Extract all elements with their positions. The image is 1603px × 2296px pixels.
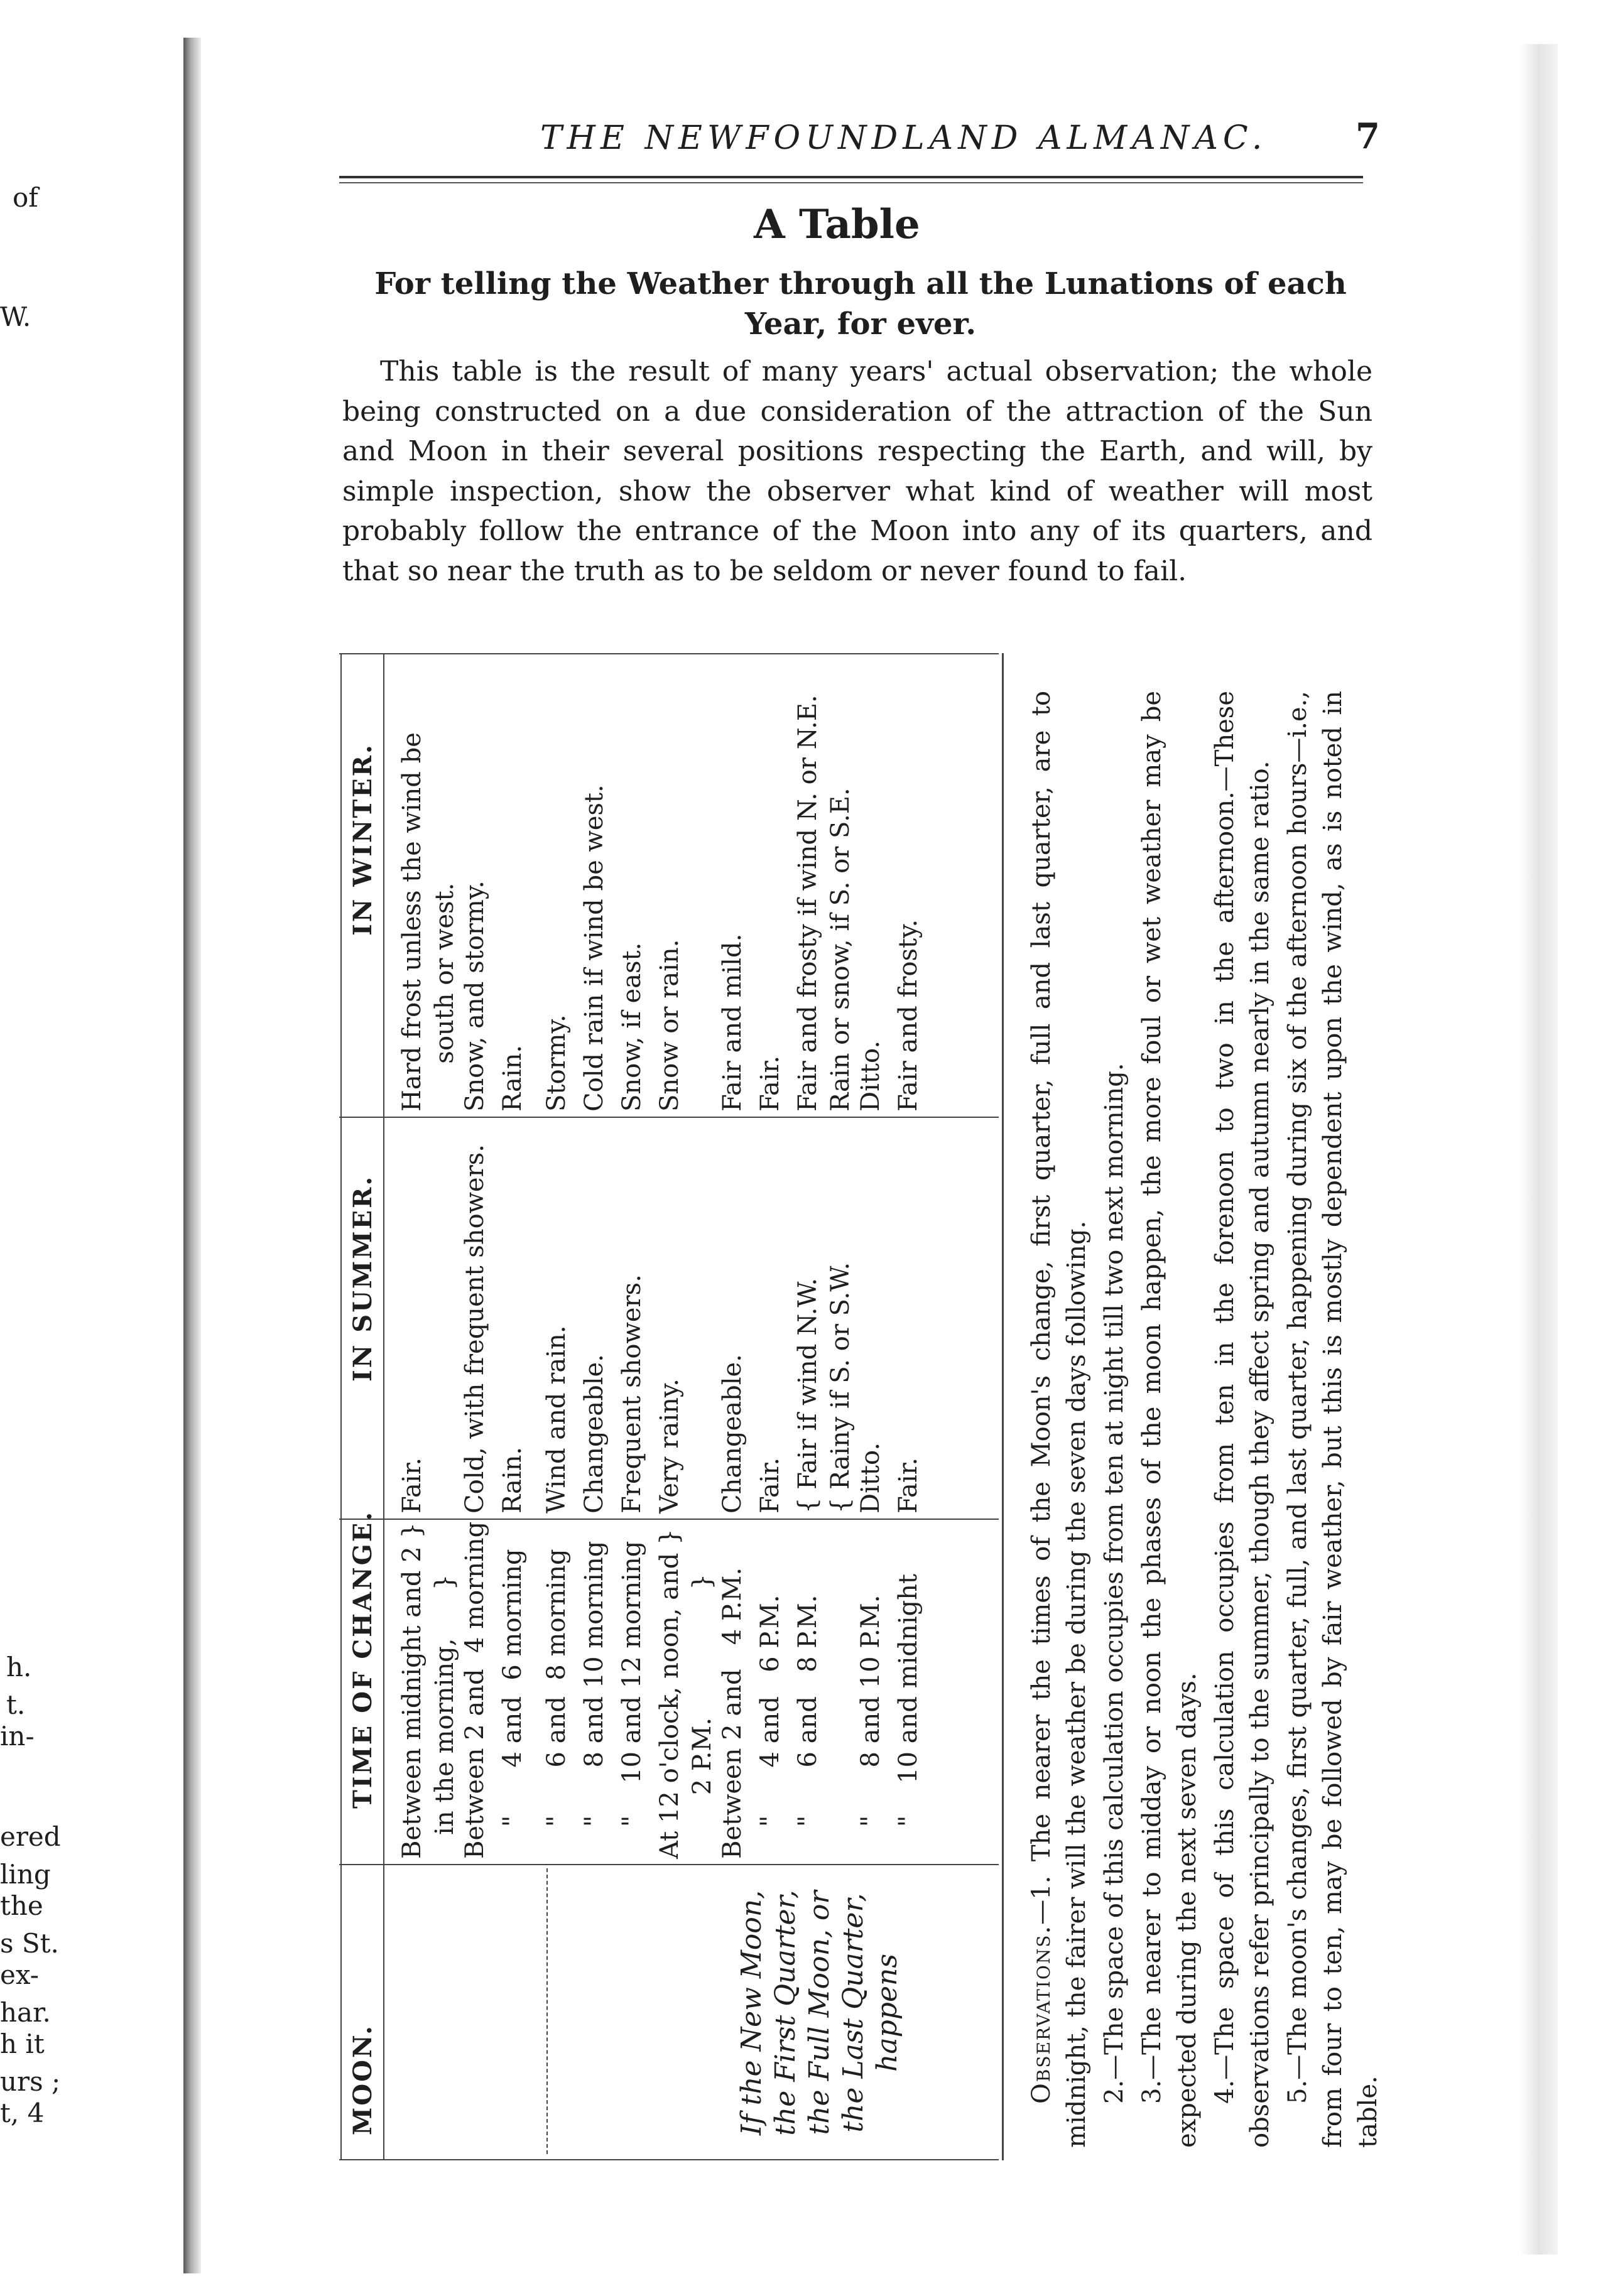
- observation-item: [1134, 691, 1205, 2148]
- table-cell-time: " 8 and 10 P.M.: [856, 1595, 885, 1859]
- table-cell-time: " 4 and 6 morning: [498, 1549, 527, 1859]
- left-page-fragment: ling: [0, 1859, 51, 1890]
- table-cell-summer: Frequent showers.: [617, 1274, 646, 1514]
- table-cell-winter: Fair and frosty if wind N. or N.E. Rain or snow, if S. or S.E.: [793, 695, 855, 1112]
- left-page-fragment: in-: [0, 1721, 35, 1752]
- page-edge: [1520, 44, 1558, 2255]
- table-cell-summer: Wind and rain.: [542, 1325, 571, 1514]
- table-cell-winter: Snow, if east.: [617, 942, 646, 1112]
- table-cell-time: Between midnight and 2 } in the morning, }: [398, 1522, 459, 1859]
- left-page-fragment: ered: [0, 1821, 61, 1852]
- observations: [1024, 691, 1388, 2148]
- table-cell-winter: Fair and frosty.: [894, 919, 923, 1112]
- table-cell-winter: Cold rain if wind be west.: [580, 784, 609, 1112]
- table-cell-time: " 6 and 8 P.M.: [793, 1595, 822, 1859]
- table-cell-summer: Ditto.: [856, 1442, 885, 1514]
- book-gutter: [183, 38, 201, 2273]
- page-number: 7: [1356, 116, 1380, 157]
- table-cell-winter: Snow, and stormy.: [460, 880, 489, 1112]
- table-cell-time: " 10 and midnight: [894, 1574, 923, 1859]
- observation-text: 5.—The moon's changes, first quarter, full, and last quarter, happening during six of the afternoon hours—i.e., from four to ten, may be followed by fair weather, but this is mostly dependent upon the wind, as is noted in table.: [1283, 691, 1383, 2148]
- running-header: [333, 116, 1420, 163]
- table-cell-time: " 6 and 8 morning: [542, 1549, 571, 1859]
- observation-text: 4.—The space of this calculation occupies from ten in the forenoon to two in the afternoon.—These observations refer principally to the summer, though they affect spring and autumn nearly in the same ratio.: [1210, 691, 1274, 2148]
- col-header-winter: IN WINTER.: [348, 743, 378, 936]
- left-page-fragment: s St.: [0, 1928, 59, 1959]
- table-cell-summer: Fair.: [398, 1457, 427, 1514]
- observation-text: —1. The nearer the times of the Moon's change, first quarter, full and last quarter, are to midnight, the fairer will the weather be during the seven days following.: [1027, 691, 1091, 2148]
- left-page-fragment: t.: [6, 1689, 26, 1720]
- table-cell-winter: Hard frost unless the wind be south or west.: [398, 732, 459, 1112]
- observation-lead: Observations.: [1027, 1924, 1056, 2104]
- table-cell-winter: Fair.: [756, 1055, 785, 1112]
- moon-note: If the New Moon, the First Quarter, the Full Moon, or the Last Quarter, happens: [736, 1890, 903, 2136]
- observation-item: [1207, 691, 1278, 2148]
- table-cell-summer: Fair.: [756, 1457, 785, 1514]
- page-subtitle: For telling the Weather through all the Lunations of each Year, for ever.: [374, 266, 1347, 342]
- observation-item: [1024, 691, 1094, 2148]
- left-page-fragment: the: [0, 1890, 43, 1921]
- col-header-summer: IN SUMMER.: [348, 1174, 378, 1382]
- col-header-time: TIME OF CHANGE.: [348, 1510, 378, 1809]
- left-page-fragment: of: [13, 182, 38, 213]
- col-header-moon: MOON.: [348, 2024, 378, 2135]
- table-cell-time: At 12 o'clock, noon, and } 2 P.M. }: [655, 1529, 717, 1859]
- table-cell-summer: Changeable.: [580, 1354, 609, 1514]
- header-rule: [339, 176, 1363, 183]
- table-cell-time: " 4 and 6 P.M.: [756, 1595, 785, 1859]
- table-cell-summer: Changeable.: [718, 1354, 747, 1514]
- left-page-fragment: urs ;: [0, 2066, 61, 2097]
- table-cell-summer: { Fair if wind N.W. { Rainy if S. or S.W.: [793, 1262, 855, 1514]
- observation-item: [1280, 691, 1386, 2148]
- left-page-fragment: h.: [6, 1652, 32, 1682]
- left-page-fragment: ex-: [0, 1959, 39, 1990]
- rotated-section: [339, 653, 1383, 2160]
- observation-text: 3.—The nearer to midday or noon the phases of the moon happen, the more foul or wet weather may be expected during the next seven days.: [1138, 691, 1202, 2148]
- page-title: A Table: [754, 201, 920, 248]
- table-cell-summer: Fair.: [894, 1457, 923, 1514]
- table-cell-winter: Ditto.: [856, 1040, 885, 1112]
- table-cell-winter: Rain.: [498, 1044, 527, 1112]
- table-cell-winter: Snow or rain.: [655, 939, 684, 1112]
- table-cell-time: Between 2 and 4 morning: [460, 1521, 489, 1859]
- table-cell-summer: Rain.: [498, 1446, 527, 1514]
- table-cell-winter: Stormy.: [542, 1014, 571, 1112]
- header-title: THE NEWFOUNDLAND ALMANAC.: [540, 119, 1268, 157]
- left-page-fragment: t, 4: [0, 2098, 45, 2128]
- left-page-fragment: W.: [0, 301, 31, 332]
- table-cell-time: " 8 and 10 morning: [580, 1541, 609, 1859]
- table-cell-time: Between 2 and 4 P.M.: [718, 1567, 747, 1859]
- intro-paragraph: This table is the result of many years' actual observation; the whole being constructed on a due consideration of the attraction of the Sun and Moon in their several positions respecting the Earth, and will, by simple inspection, show the observer what kind of weather will most probably follow the entrance of the Moon into any of its quarters, and that so near the truth as to be seldom or never found to fail.: [342, 355, 1372, 587]
- table-cell-summer: Very rainy.: [655, 1378, 684, 1514]
- observation-text: 2.—The space of this calculation occupies from ten at night till two next morning.: [1100, 1063, 1129, 2104]
- left-page-fragment: har.: [0, 1997, 51, 2028]
- table-cell-time: " 10 and 12 morning: [617, 1541, 646, 1859]
- observation-item: [1097, 691, 1132, 2148]
- table-cell-winter: Fair and mild.: [718, 933, 747, 1112]
- facing-page-fragment: [0, 0, 176, 2296]
- weather-table: [339, 653, 1005, 2160]
- table-cell-summer: Cold, with frequent showers.: [460, 1144, 489, 1514]
- left-page-fragment: h it: [0, 2028, 45, 2059]
